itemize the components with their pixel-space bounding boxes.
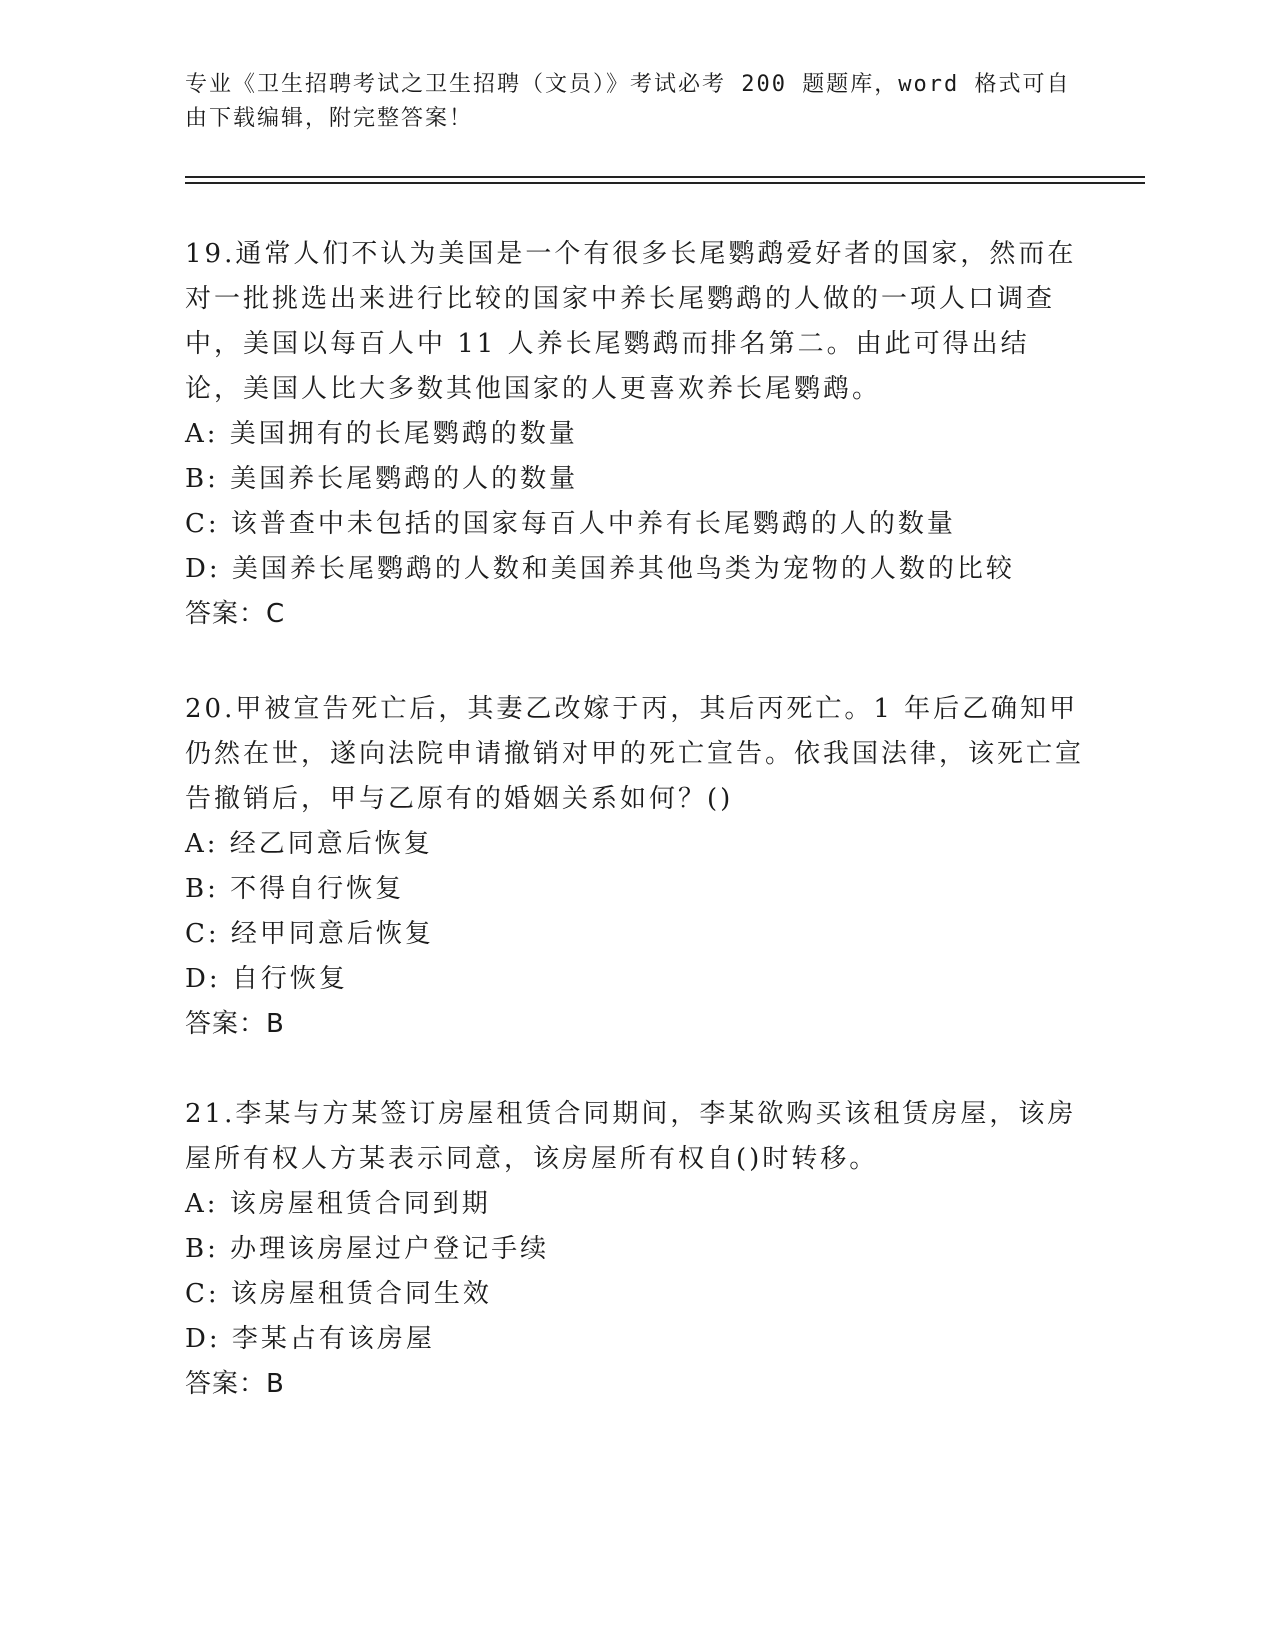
option-d: D: 李某占有该房屋 [185, 1324, 435, 1354]
question-text: 19.通常人们不认为美国是一个有很多长尾鹦鹉爱好者的国家，然而在对一批挑选出来进行比较的国家中养长尾鹦鹉的人做的一项人口调查中，美国以每百人中 11 人养长尾鹦鹉而排名第二。由此可得出结论，美国人比大多数其他国家的人更喜欢养长尾鹦鹉。 [185, 239, 1077, 404]
option-d: D: 美国养长尾鹦鹉的人数和美国养其他鸟类为宠物的人数的比较 [185, 554, 1015, 584]
question-text: 21.李某与方某签订房屋租赁合同期间，李某欲购买该租赁房屋，该房屋所有权人方某表示同意，该房屋所有权自()时转移。 [185, 1099, 1077, 1174]
question-19 [185, 232, 1085, 637]
header-divider-top [185, 176, 1145, 178]
answer-line: 答案：B [185, 1009, 285, 1039]
option-a: A: 美国拥有的长尾鹦鹉的数量 [185, 419, 578, 449]
question-text: 20.甲被宣告死亡后，其妻乙改嫁于丙，其后丙死亡。1 年后乙确知甲仍然在世，遂向法院申请撤销对甲的死亡宣告。依我国法律，该死亡宣告撤销后，甲与乙原有的婚姻关系如何？() [185, 694, 1085, 814]
answer-line: 答案：B [185, 1369, 285, 1399]
answer-line: 答案：C [185, 599, 286, 629]
option-c: C: 该普查中未包括的国家每百人中养有长尾鹦鹉的人的数量 [185, 509, 956, 539]
header-divider-bottom [185, 182, 1145, 184]
option-a: A: 该房屋租赁合同到期 [185, 1189, 491, 1219]
option-b: B: 办理该房屋过户登记手续 [185, 1234, 550, 1264]
option-c: C: 该房屋租赁合同生效 [185, 1279, 492, 1309]
option-b: B: 美国养长尾鹦鹉的人的数量 [185, 464, 579, 494]
option-a: A: 经乙同意后恢复 [185, 829, 433, 859]
question-21 [185, 1092, 1085, 1407]
document-header [185, 68, 1085, 136]
header-line-2: 由下载编辑，附完整答案！ [185, 106, 474, 131]
header-line-1: 专业《卫生招聘考试之卫生招聘（文员）》考试必考 200 题题库，word 格式可自 [185, 72, 1071, 97]
question-20 [185, 687, 1085, 1047]
option-c: C: 经甲同意后恢复 [185, 919, 434, 949]
option-b: B: 不得自行恢复 [185, 874, 405, 904]
option-d: D: 自行恢复 [185, 964, 348, 994]
